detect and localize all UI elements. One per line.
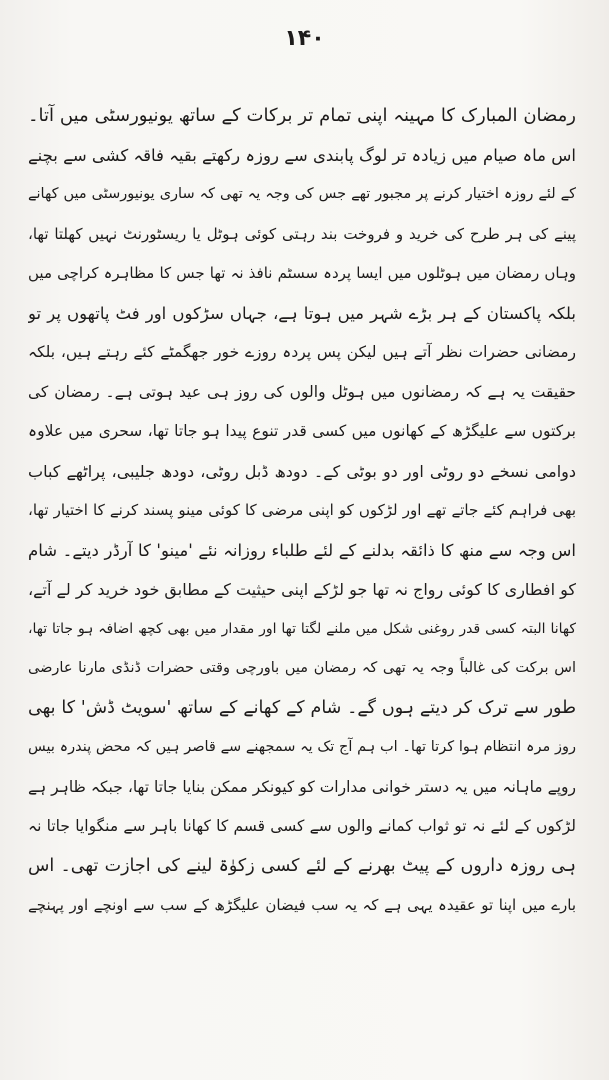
text-line: اس وجہ سے منھ کا ذائقہ بدلنے کے لئے طلباء روزانہ نئے 'مینو' کا آرڈر دیتے۔ شام (28, 540, 576, 560)
text-line: بلکہ پاکستان کے ہر بڑے شہر میں ہوتا ہے، جہاں سڑکوں اور فٹ پاتھوں پر تو (28, 303, 576, 323)
text-line: لڑکوں کے لئے نہ تو ثواب کمانے والوں سے کسی قسم کا کھانا باہر سے منگوایا جاتا نہ (28, 817, 576, 835)
text-line: وہاں رمضان میں ہوٹلوں میں ایسا پردہ سسٹم نافذ نہ تھا جس کا مظاہرہ کراچی میں (28, 264, 576, 282)
page-number: ۱۴۰ (284, 26, 325, 51)
text-line: ہی روزہ داروں کے پیٹ بھرنے کے لئے کسی زکوٰۃ لینے کی اجازت تھی۔ اس (28, 855, 576, 876)
text-line: اس ماہ صیام میں زیادہ تر لوگ پابندی سے روزہ رکھتے بقیہ فاقہ کشی سے بچنے (28, 145, 576, 165)
body-text (28, 96, 576, 926)
text-line: طور سے ترک کر دیتے ہوں گے۔ شام کے کھانے کے ساتھ 'سویٹ ڈش' کا بھی (28, 697, 576, 718)
text-line: رمضانی حضرات نظر آتے ہیں لیکن پس پردہ روزے خور جھگمٹے کئے رہتے ہیں، بلکہ (28, 343, 576, 361)
text-line: رمضان المبارک کا مہینہ اپنی تمام تر برکات کے ساتھ یونیورسٹی میں آتا۔ (28, 105, 576, 126)
text-line: بھی فراہم کئے جاتے تھے اور لڑکوں کو اپنی مرضی کا کوئی مینو پسند کرنے کا اختیار تھا، (28, 501, 576, 519)
text-line: حقیقت یہ ہے کہ رمضانوں میں ہوٹل والوں کی روز ہی عید ہوتی ہے۔ رمضان کی (28, 382, 576, 401)
text-line: کو افطاری کا کوئی رواج نہ تھا جو لڑکے اپنی حیثیت کے مطابق خود خرید کر لے آتے، (28, 580, 576, 599)
text-line: پینے کی ہر طرح کی خرید و فروخت بند رہتی کوئی ہوٹل یا ریسٹورنٹ نہیں کھلتا تھا، (28, 224, 576, 243)
text-line: کھانا البتہ کسی قدر روغنی شکل میں ملنے لگتا تھا اور مقدار میں بھی کچھ اضافہ ہو جاتا تھا، (28, 620, 576, 637)
text-line: کے لئے روزہ اختیار کرنے پر مجبور تھے جس کی وجہ یہ تھی کہ ساری یونیورسٹی میں کھانے (28, 186, 576, 202)
text-line: بارے میں اپنا تو عقیدہ یہی ہے کہ یہ سب فیضان علیگڑھ کے سب سے اونچے اور پہنچے (28, 896, 576, 914)
text-line: روپے ماہانہ میں یہ دستر خوانی مدارات کو کیونکر ممکن بنایا جاتا تھا، جبکہ ظاہر ہے (28, 777, 576, 796)
text-line: روز مرہ انتظام ہوا کرتا تھا۔ اب ہم آج تک یہ سمجھنے سے قاصر ہیں کہ محض پندرہ بیس (28, 739, 576, 755)
text-line: دوامی نسخے دو روٹی اور دو بوٹی کے۔ دودھ ڈبل روٹی، دودھ جلیبی، پراٹھے کباب (28, 461, 576, 481)
text-line: اس برکت کی غالباً وجہ یہ تھی کہ رمضان میں باورچی وقتی حضرات ڈنڈی مارنا عارضی (28, 660, 576, 676)
text-line: برکتوں سے علیگڑھ کے کھانوں میں کسی قدر تنوع پیدا ہو جاتا تھا، سحری میں علاوہ (28, 422, 576, 440)
